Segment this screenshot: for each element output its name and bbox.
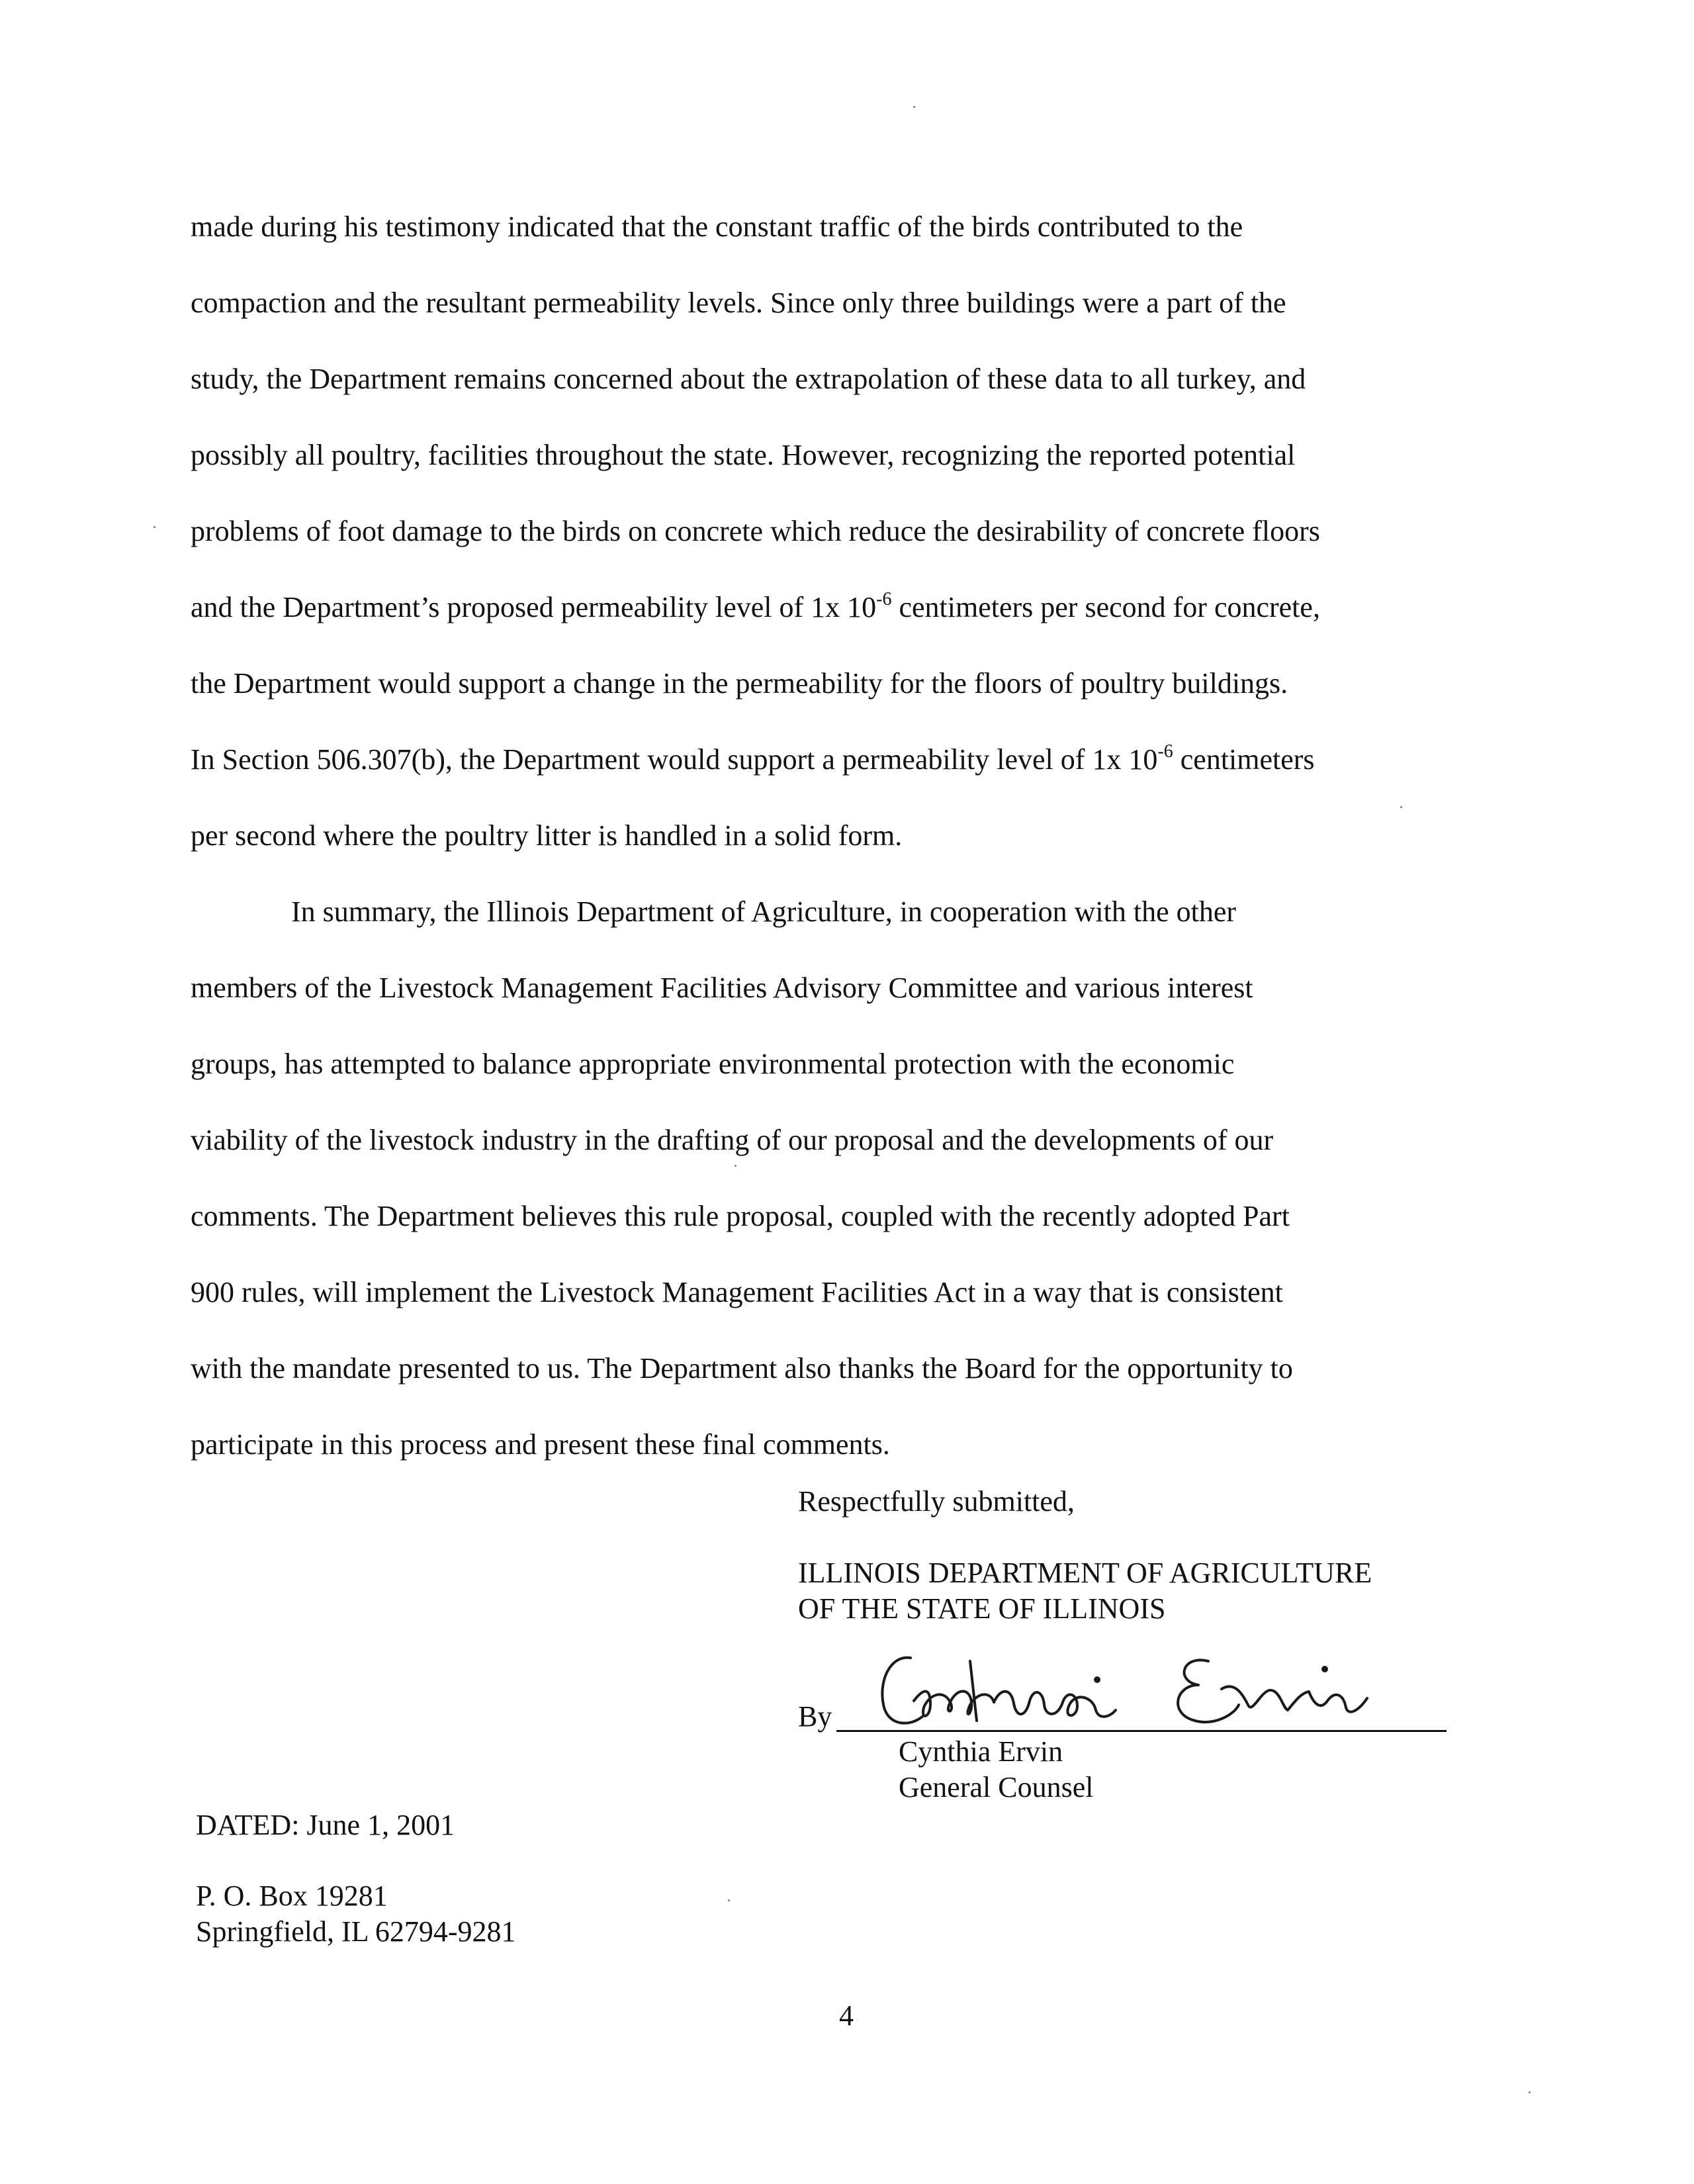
signer-name: Cynthia Ervin	[899, 1735, 1063, 1768]
exponent: -6	[1157, 741, 1173, 762]
exponent: -6	[876, 589, 892, 610]
summary-line-4: viability of the livestock industry in the drafting of our proposal and the developments of our	[191, 1124, 1274, 1156]
body-line-6-text: and the Department’s proposed permeability level of 1x 10	[191, 591, 877, 623]
body-line-3: study, the Department remains concerned about the extrapolation of these data to all turkey, and	[191, 363, 1306, 395]
body-line-4: possibly all poultry, facilities throughout the state. However, recognizing the reported potential	[191, 439, 1296, 471]
organization-line-1: ILLINOIS DEPARTMENT OF AGRICULTURE	[798, 1557, 1372, 1589]
signer-title: General Counsel	[899, 1771, 1094, 1803]
scan-speck	[1529, 2091, 1531, 2093]
body-line-2: compaction and the resultant permeability levels. Since only three buildings were a part of the	[191, 287, 1286, 319]
summary-line-8: participate in this process and present these final comments.	[191, 1428, 890, 1461]
summary-line-3: groups, has attempted to balance appropriate environmental protection with the economic	[191, 1048, 1235, 1080]
body-line-8-rest: centimeters	[1173, 743, 1315, 776]
by-label: By	[798, 1700, 832, 1733]
summary-line-6: 900 rules, will implement the Livestock Management Facilities Act in a way that is consistent	[191, 1276, 1283, 1308]
scan-speck	[913, 106, 915, 108]
address-line-2: Springfield, IL 62794-9281	[196, 1915, 516, 1948]
scan-speck	[1400, 806, 1402, 808]
address-line-1: P. O. Box 19281	[196, 1880, 388, 1912]
summary-line-1: In summary, the Illinois Department of Agriculture, in cooperation with the other	[291, 895, 1237, 928]
body-line-6-rest: centimeters per second for concrete,	[891, 591, 1320, 623]
mailing-address	[196, 1878, 516, 1950]
scan-speck	[735, 1165, 736, 1167]
body-line-9: per second where the poultry litter is handled in a solid form.	[191, 819, 903, 852]
body-line-8-text: In Section 506.307(b), the Department would support a permeability level of 1x 10	[191, 743, 1158, 776]
summary-line-7: with the mandate presented to us. The Department also thanks the Board for the opportunity to	[191, 1352, 1293, 1385]
summary-line-2: members of the Livestock Management Facilities Advisory Committee and various interest	[191, 972, 1253, 1004]
organization-name	[798, 1555, 1372, 1627]
body-line-5: problems of foot damage to the birds on concrete which reduce the desirability of concrete floors	[191, 515, 1320, 547]
summary-line-5: comments. The Department believes this rule proposal, coupled with the recently adopted Part	[191, 1200, 1290, 1232]
scan-speck	[154, 526, 156, 528]
body-line-1: made during his testimony indicated that the constant traffic of the birds contributed to the	[191, 210, 1243, 243]
page-number: 4	[839, 1999, 854, 2032]
body-line-8	[191, 721, 1514, 797]
body-line-7: the Department would support a change in the permeability for the floors of poultry buildings.	[191, 667, 1288, 700]
signature-block	[798, 1641, 1447, 1734]
handwritten-signature	[864, 1641, 1447, 1741]
signer-block	[899, 1734, 1093, 1805]
body-line-6	[191, 569, 1514, 645]
closing-salutation: Respectfully submitted,	[798, 1485, 1075, 1518]
dated-line: DATED: June 1, 2001	[196, 1809, 455, 1841]
scan-speck	[728, 1899, 730, 1901]
organization-line-2: OF THE STATE OF ILLINOIS	[798, 1592, 1166, 1625]
body-text	[191, 189, 1514, 1482]
